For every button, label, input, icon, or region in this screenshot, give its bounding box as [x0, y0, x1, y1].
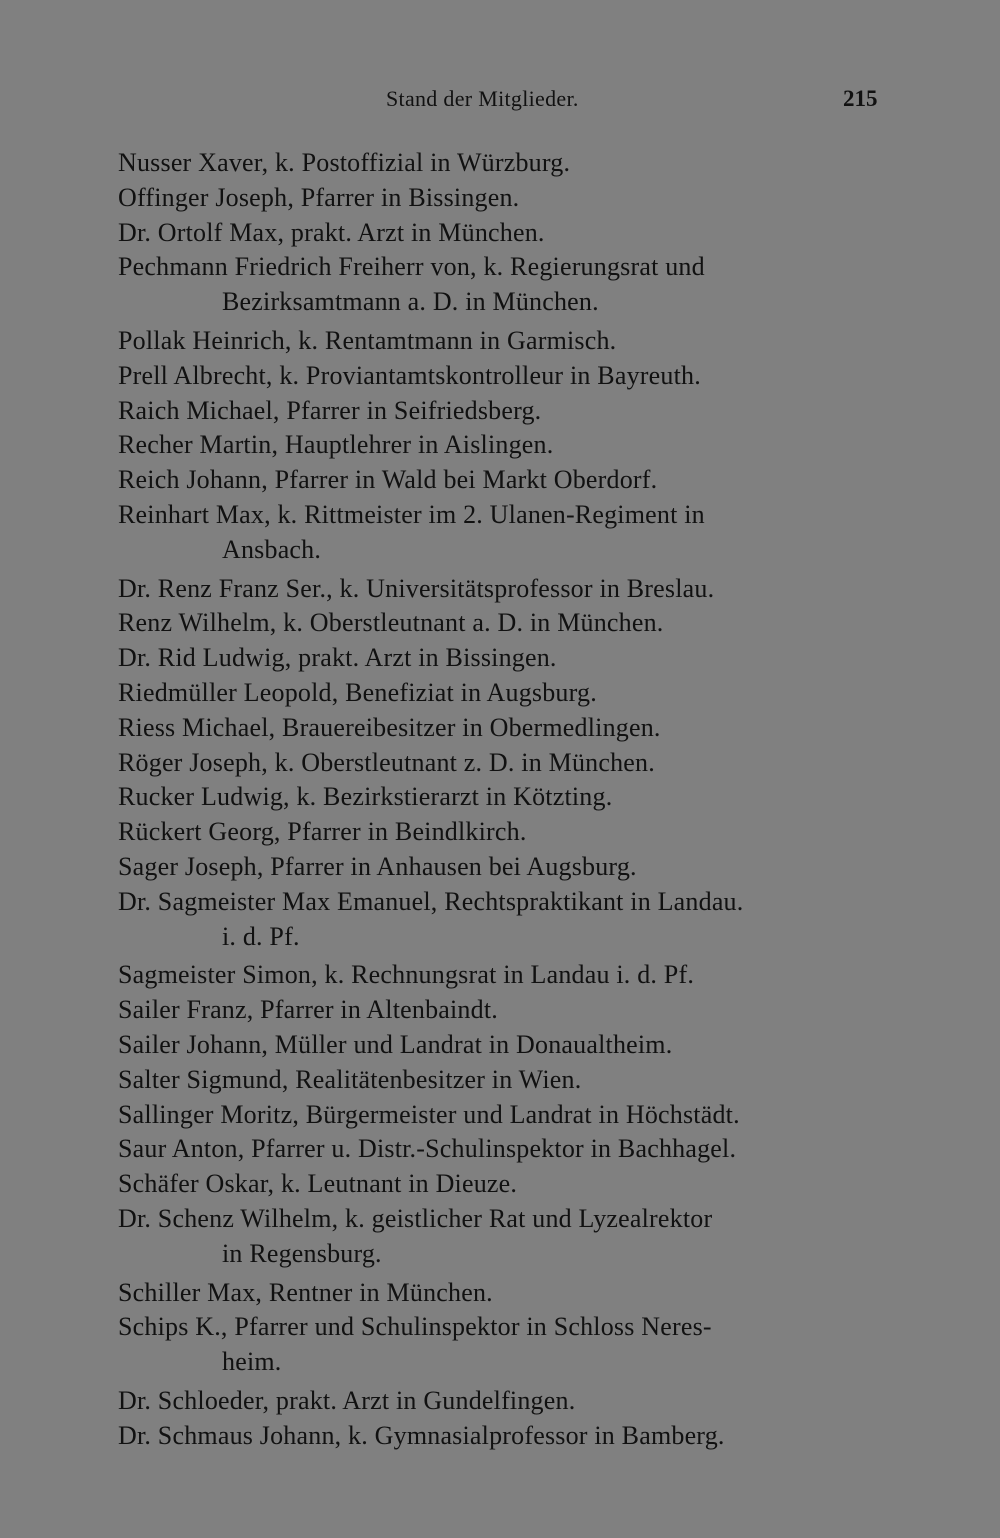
member-entry [118, 428, 888, 463]
member-entry-line: Sager Joseph, Pfarrer in Anhausen bei Augsburg. [118, 851, 637, 881]
member-entry [118, 1384, 888, 1419]
member-entry-line: Riedmüller Leopold, Benefiziat in Augsburg. [118, 677, 597, 707]
member-entry [118, 1310, 888, 1380]
member-entry-line: Pollak Heinrich, k. Rentamtmann in Garmisch. [118, 325, 617, 355]
member-entry-line: Sailer Johann, Müller und Landrat in Donaualtheim. [118, 1029, 673, 1059]
member-entry-line: Dr. Sagmeister Max Emanuel, Rechtspraktikant in Landau. [118, 886, 744, 916]
member-entry [118, 250, 888, 320]
member-list [118, 146, 888, 1453]
member-entry [118, 1167, 888, 1202]
member-entry-line: Dr. Renz Franz Ser., k. Universitätsprofessor in Breslau. [118, 573, 715, 603]
member-entry-line: Saur Anton, Pfarrer u. Distr.-Schulinspektor in Bachhagel. [118, 1134, 737, 1164]
member-entry [118, 676, 888, 711]
member-entry-line: Prell Albrecht, k. Proviantamtskontrolleur in Bayreuth. [118, 360, 701, 390]
member-entry-line: Reich Johann, Pfarrer in Wald bei Markt Oberdorf. [118, 465, 658, 495]
member-entry [118, 1132, 888, 1167]
member-entry [118, 606, 888, 641]
member-entry-line: Sallinger Moritz, Bürgermeister und Landrat in Höchstädt. [118, 1099, 740, 1129]
member-entry-line: Offinger Joseph, Pfarrer in Bissingen. [118, 182, 520, 212]
member-entry-line: Nusser Xaver, k. Postoffizial in Würzburg. [118, 148, 571, 177]
member-entry-line: Schäfer Oskar, k. Leutnant in Dieuze. [118, 1169, 518, 1199]
member-entry-line: Dr. Schenz Wilhelm, k. geistlicher Rat und Lyzealrektor [118, 1203, 713, 1233]
member-entry-continuation: in Regensburg. [222, 1238, 382, 1268]
member-entry [118, 463, 888, 498]
member-entry-line: Dr. Schloeder, prakt. Arzt in Gundelfingen. [118, 1385, 576, 1415]
member-entry [118, 885, 888, 955]
member-entry-line: Dr. Ortolf Max, prakt. Arzt in München. [118, 217, 545, 247]
member-entry-line: Schiller Max, Rentner in München. [118, 1277, 493, 1307]
member-entry-line: Dr. Schmaus Johann, k. Gymnasialprofessor in Bamberg. [118, 1420, 725, 1450]
member-entry [118, 850, 888, 885]
member-entry [118, 641, 888, 676]
page-header [0, 86, 1000, 122]
member-entry [118, 780, 888, 815]
member-entry-continuation: Bezirksamtmann a. D. in München. [222, 287, 599, 317]
member-entry-line: Renz Wilhelm, k. Oberstleutnant a. D. in München. [118, 608, 664, 638]
member-entry-line: Sagmeister Simon, k. Rechnungsrat in Landau i. d. Pf. [118, 960, 695, 990]
member-entry [118, 1419, 888, 1454]
member-entry [118, 711, 888, 746]
member-entry [118, 958, 888, 993]
member-entry-continuation: heim. [222, 1347, 282, 1377]
member-entry-line: Salter Sigmund, Realitätenbesitzer in Wien. [118, 1064, 582, 1094]
member-entry-line: Pechmann Friedrich Freiherr von, k. Regierungsrat und [118, 252, 705, 282]
member-entry [118, 1028, 888, 1063]
member-entry-line: Röger Joseph, k. Oberstleutnant z. D. in München. [118, 747, 655, 777]
member-entry [118, 1098, 888, 1133]
member-entry [118, 1202, 888, 1272]
member-entry [118, 324, 888, 359]
member-entry-line: Reinhart Max, k. Rittmeister im 2. Ulanen-Regiment in [118, 499, 705, 529]
member-entry [118, 746, 888, 781]
member-entry-line: Sailer Franz, Pfarrer in Altenbaindt. [118, 995, 498, 1025]
member-entry-line: Schips K., Pfarrer und Schulinspektor in Schloss Neres- [118, 1312, 712, 1342]
member-entry-line: Riess Michael, Brauereibesitzer in Obermedlingen. [118, 712, 661, 742]
member-entry-continuation: i. d. Pf. [222, 921, 300, 951]
page-number: 215 [843, 86, 878, 111]
member-entry-line: Rückert Georg, Pfarrer in Beindlkirch. [118, 817, 527, 847]
member-entry [118, 146, 888, 181]
member-entry-line: Recher Martin, Hauptlehrer in Aislingen. [118, 430, 554, 460]
member-entry-line: Rucker Ludwig, k. Bezirkstierarzt in Kötzting. [118, 782, 613, 812]
member-entry [118, 181, 888, 216]
member-entry [118, 498, 888, 568]
member-entry [118, 216, 888, 251]
member-entry [118, 359, 888, 394]
running-head: Stand der Mitglieder. [386, 86, 579, 111]
member-entry-line: Dr. Rid Ludwig, prakt. Arzt in Bissingen. [118, 643, 557, 673]
member-entry [118, 993, 888, 1028]
member-entry [118, 394, 888, 429]
member-entry [118, 815, 888, 850]
member-entry [118, 572, 888, 607]
member-entry [118, 1276, 888, 1311]
member-entry-continuation: Ansbach. [222, 534, 322, 564]
member-entry-line: Raich Michael, Pfarrer in Seifriedsberg. [118, 395, 542, 425]
member-entry [118, 1063, 888, 1098]
